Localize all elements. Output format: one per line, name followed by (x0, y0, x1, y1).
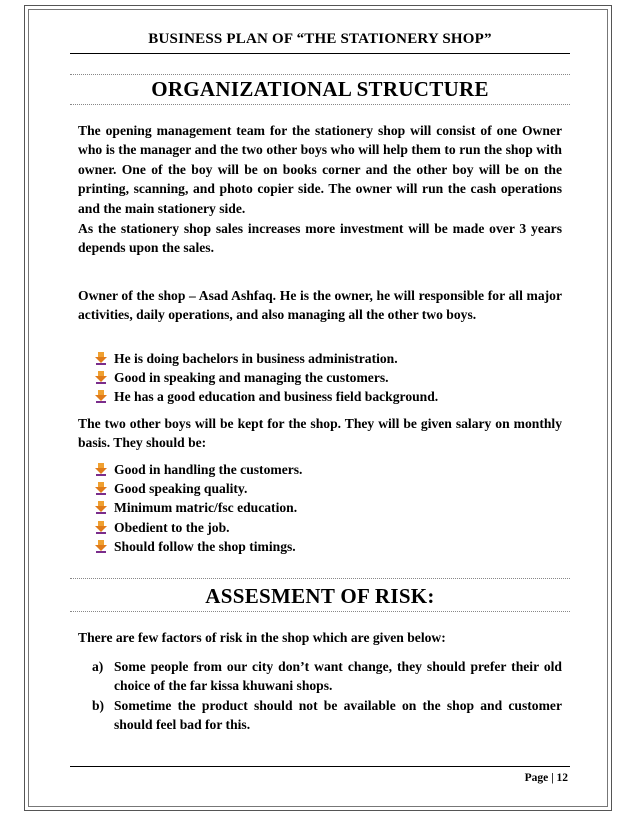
footer-divider (70, 766, 570, 767)
org-structure-heading: ORGANIZATIONAL STRUCTURE (151, 77, 489, 101)
list-item: b) Sometime the product should not be available on the shop and customer should feel bad for this. (92, 697, 562, 733)
list-marker: a) (92, 659, 104, 674)
arrow-bullet-icon (94, 501, 108, 514)
risk-heading: ASSESMENT OF RISK: (205, 584, 435, 608)
arrow-bullet-icon (94, 352, 108, 365)
owner-qualifications-list (94, 349, 564, 407)
arrow-bullet-icon (94, 540, 108, 553)
list-item: a) Some people from our city don’t want change, they should prefer their old choice of the far kissa khuwani shops. (92, 659, 562, 694)
risk-intro: There are few factors of risk in the shop which are given below: (78, 630, 446, 645)
org-paragraph-1: The opening management team for the stationery shop will consist of one Owner who is the manager and the two other boys who will help them to run the shop with owner. One of the boy will be on books corner and the other boy will be on the printing, scanning, and photo copier side. The owner will run the cash operations and the main stationery side. (78, 123, 562, 216)
boy-requirements-list (94, 460, 564, 556)
org-paragraph-3: Owner of the shop – Asad Ashfaq. He is the owner, he will responsible for all major activities, daily operations, and also managing all the other two boys. (78, 288, 562, 323)
arrow-bullet-icon (94, 463, 108, 476)
list-item: He is doing bachelors in business administration. (94, 349, 564, 368)
org-paragraph-4: The two other boys will be kept for the shop. They will be given salary on monthly basis. They should be: (78, 416, 562, 451)
risk-divider-top (70, 578, 570, 579)
risk-factors-list (78, 657, 562, 735)
org-paragraph-2: As the stationery shop sales increases more investment will be made over 3 years depends upon the sales. (78, 221, 562, 256)
page-number: Page | 12 (524, 772, 568, 784)
header-divider (70, 53, 570, 54)
arrow-bullet-icon (94, 521, 108, 534)
page-header: BUSINESS PLAN OF “THE STATIONERY SHOP” (148, 31, 492, 47)
list-marker: b) (92, 697, 105, 713)
arrow-bullet-icon (94, 371, 108, 384)
section-divider-bottom (70, 104, 570, 105)
list-item: Good speaking quality. (94, 479, 564, 498)
list-item: Good in speaking and managing the customers. (94, 368, 564, 387)
arrow-bullet-icon (94, 390, 108, 403)
list-item: He has a good education and business field background. (94, 387, 564, 406)
list-item: Minimum matric/fsc education. (94, 498, 564, 517)
risk-divider-bottom (70, 611, 570, 612)
list-item: Good in handling the customers. (94, 460, 564, 479)
section-divider-top (70, 74, 570, 75)
list-item: Should follow the shop timings. (94, 537, 564, 556)
list-item: Obedient to the job. (94, 518, 564, 537)
arrow-bullet-icon (94, 482, 108, 495)
